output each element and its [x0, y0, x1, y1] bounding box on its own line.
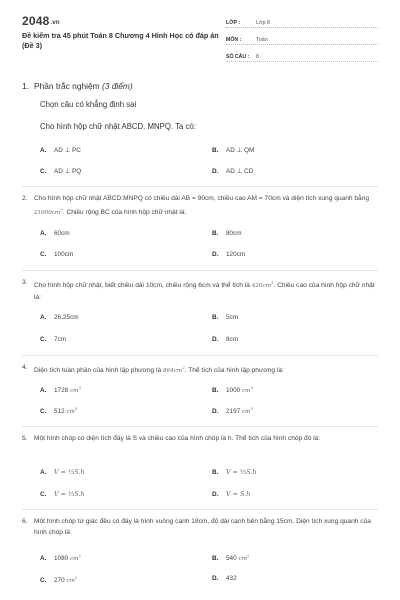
site-logo[interactable]: 2048.vn: [22, 14, 60, 28]
q5-option-a[interactable]: A. V = ⅓S.h: [40, 468, 85, 476]
q5-option-d[interactable]: D. V = S.h: [212, 490, 251, 498]
question-6: 6. Một hình chóp tứ giác đều có đáy là hình vuông cạnh 18cm, độ dài cạnh bên bằng 15cm. Diện tích xung quanh của hình chóp là:: [22, 516, 382, 538]
question-3: 3. Cho hình hộp chữ nhật, biết chiều dài 10cm, chiều rộng 6cm và thể tích là $420cm^3$. Chiều cao của hình hộp chữ nhật là:: [22, 277, 382, 303]
q2-option-d[interactable]: D. 120cm: [212, 251, 246, 258]
q3-option-b[interactable]: B. 5cm: [212, 314, 239, 321]
q5-option-c[interactable]: C. V = ⅓S.h: [40, 490, 85, 498]
question-5-text: Một hình chóp có diện tích đáy là S và chiều cao của hình chóp là h. Thể tích của hình chóp đó là:: [34, 435, 321, 442]
question-1-prompt: Cho hình hộp chữ nhật ABCD. MNPQ. Ta có:: [40, 122, 196, 131]
q6-option-a[interactable]: A. 1080 $cm^2$: [40, 553, 81, 562]
q2-option-a[interactable]: A. 60cm: [40, 230, 70, 237]
question-1-instruction: Chọn câu có khẳng định sai: [40, 100, 137, 109]
page-header: [0, 0, 400, 62]
q5-option-b[interactable]: B. V = ⅓S.h: [212, 468, 257, 476]
q1-option-d[interactable]: D. AD ⊥ CD: [212, 168, 254, 175]
q2-option-c[interactable]: C. 100cm: [40, 251, 74, 258]
q3-option-a[interactable]: A. 26,25cm: [40, 314, 79, 321]
divider: [22, 355, 378, 356]
exam-title: Đề kiểm tra 45 phút Toán 8 Chương 4 Hình Học có đáp án (Đề 3): [22, 31, 219, 50]
divider: [22, 426, 378, 427]
q4-option-d[interactable]: D. 2197 $cm^3$: [212, 406, 253, 415]
q1-option-a[interactable]: A. AD ⊥ PC: [40, 147, 81, 154]
meta-class: LỚP : Lớp 8: [226, 14, 378, 28]
q3-option-d[interactable]: D. 8cm: [212, 336, 239, 343]
q6-option-d[interactable]: D. 432: [212, 575, 237, 582]
question-1-text: Phần trắc nghiệm (3 điểm): [34, 81, 133, 91]
q4-option-a[interactable]: A. 1728 $cm^3$: [40, 385, 81, 394]
q3-option-c[interactable]: C. 7cm: [40, 336, 67, 343]
divider: [22, 270, 378, 271]
question-5: 5. Một hình chóp có diện tích đáy là S và chiều cao của hình chóp là h. Thể tích của hình chóp đó là:: [22, 433, 382, 444]
question-4-text: Diện tích toàn phần của hình lập phương là $864cm^2$. Thể tích của hình lập phương là:: [34, 365, 284, 374]
meta-question-count: SỐ CÂU : 8: [226, 48, 378, 62]
divider: [22, 509, 378, 510]
q2-option-b[interactable]: B. 80cm: [212, 230, 242, 237]
q1-option-c[interactable]: C. AD ⊥ PQ: [40, 168, 82, 175]
q6-option-c[interactable]: C. 270 $cm^2$: [40, 575, 78, 584]
question-2-text: Cho hình hộp chữ nhật ABCD.MNPQ có chiều dài AB = 90cm, chiều cao AM = 70cm và diện tích xung quanh bằng $21000cm^2$. Chiều rộng BC của hình hộp chữ nhật là:: [34, 195, 370, 216]
exam-meta: [226, 14, 378, 65]
question-6-text: Một hình chóp tứ giác đều có đáy là hình vuông cạnh 18cm, độ dài cạnh bên bằng 15cm. Diện tích xung quanh của hình chóp là:: [34, 518, 371, 536]
question-2: 2. Cho hình hộp chữ nhật ABCD.MNPQ có chiều dài AB = 90cm, chiều cao AM = 70cm và diện tích xung quanh bằng $21000cm^2$. Chiều rộng BC của hình hộp chữ nhật là:: [22, 193, 382, 219]
divider: [22, 186, 378, 187]
q1-option-b[interactable]: B. AD ⊥ QM: [212, 147, 255, 154]
meta-subject: MÔN : Toán: [226, 31, 378, 45]
question-3-text: Cho hình hộp chữ nhật, biết chiều dài 10cm, chiều rộng 6cm và thể tích là $420cm^3$. Chiều cao của hình hộp chữ nhật là:: [34, 280, 375, 301]
q4-option-c[interactable]: C. 512 $cm^3$: [40, 406, 78, 415]
q6-option-b[interactable]: B. 540 $cm^2$: [212, 553, 250, 562]
question-4: 4. Diện tích toàn phần của hình lập phương là $864cm^2$. Thể tích của hình lập phương là:: [22, 362, 382, 377]
q4-option-b[interactable]: B. 1000 $cm^3$: [212, 385, 253, 394]
question-1: 1. Phần trắc nghiệm (3 điểm): [22, 80, 382, 92]
